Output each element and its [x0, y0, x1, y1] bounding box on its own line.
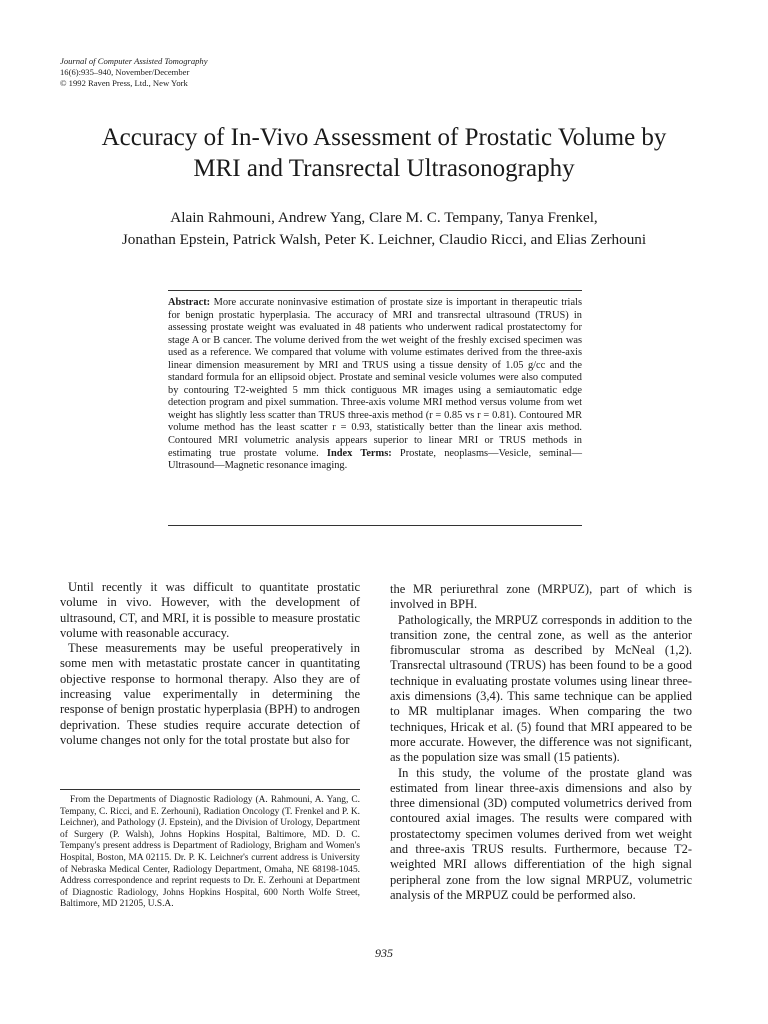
- body-paragraph: Until recently it was difficult to quantitate prostatic volume in vivo. However, with the development of ultrasound, CT, and MRI, it is possible to measure prostatic volume with reasonable accuracy.: [60, 580, 360, 640]
- journal-header: [60, 56, 208, 89]
- body-left-column: [60, 580, 360, 748]
- abstract-top-rule: [168, 290, 582, 291]
- author-list: [20, 207, 748, 251]
- abstract: [168, 297, 582, 473]
- footnote-text: From the Departments of Diagnostic Radiology (A. Rahmouni, A. Yang, C. Tempany, C. Ricci, and E. Zerhouni), Radiation Oncology (T. Frenkel and P. K. Leichner), and Pathology (J. Epstein), and the Division of Urology, Department of Surgery (P. Walsh), Johns Hopkins Hospital, Baltimore, MD. D. C. Tempany's present address is Department of Radiology, Brigham and Women's Hospital, Boston, MA 02115. Dr. P. K. Leichner's current address is University of Nebraska Medical Center, Radiology Department, Omaha, NE 68198-1045. Address correspondence and reprint requests to Dr. E. Zerhouni at Department of Diagnostic Radiology, Johns Hopkins Hospital, 600 North Wolfe Street, Baltimore, MD 21205, U.S.A.: [60, 795, 360, 910]
- journal-name: Journal of Computer Assisted Tomography: [60, 56, 208, 66]
- body-right-column: [390, 582, 692, 903]
- abstract-label: Abstract:: [168, 297, 211, 308]
- body-paragraph: In this study, the volume of the prostate gland was estimated from linear three-axis dimensions and also by three dimensional (3D) computed volumetrics derived from contoured axial images. The results were compared with prostatectomy specimen volumes derived from wet weight and three-axis TRUS results. Furthermore, because T2-weighted MRI allows differentiation of the high signal peripheral zone from the low signal MRPUZ, volumetric analysis of the MRPUZ could be performed also.: [390, 765, 692, 902]
- body-paragraph: Pathologically, the MRPUZ corresponds in addition to the transition zone, the central zone, as well as the anterior fibromuscular stroma as described by McNeal (1,2). Transrectal ultrasound (TRUS) has been found to be a good technique in evaluating prostate volumes using linear three-axis dimensions (3,4). This same technique can be applied to MR multiplanar images. When comparing the two techniques, Hricak et al. (5) found that MRI appeared to be more accurate. However, the difference was not significant, as the population size was small (15 patients).: [390, 612, 692, 765]
- abstract-text: More accurate noninvasive estimation of prostate size is important in therapeutic trials for benign prostatic hyperplasia. The accuracy of MRI and transrectal ultrasound (TRUS) in assessing prostate weight was evaluated in 48 patients who underwent radical prostatectomy for stage A or B cancer. The volume derived from the wet weight of the freshly excised specimen was used as a reference. We compared that volume with volume estimates derived from the three-axis linear dimension measurement by MRI and TRUS using a tissue density of 1.05 g/cc and the standard formula for an ellipsoid object. Prostate and seminal vesicle volumes were also computed by contouring T2-weighted 5 mm thick contiguous MR images using a semiautomatic edge detection program and pixel summation. Three-axis volume MRI method versus volume from wet weight has slightly less scatter than TRUS three-axis method (r = 0.85 vs r = 0.81). Contoured MR volume method has the least scatter r = 0.93, statistically better than the linear axis method. Contoured MRI volumetric analysis appears superior to linear MRI or TRUS methods in estimating true prostate volume.: [168, 297, 582, 459]
- journal-issue: 16(6):935–940, November/December: [60, 67, 190, 77]
- article-title: [30, 122, 738, 184]
- journal-copyright: © 1992 Raven Press, Ltd., New York: [60, 78, 188, 88]
- page-number: 935: [375, 946, 393, 960]
- body-paragraph: the MR periurethral zone (MRPUZ), part of which is involved in BPH.: [390, 582, 692, 612]
- footnote-rule: [60, 789, 360, 790]
- title-line-2: MRI and Transrectal Ultrasonography: [193, 155, 575, 182]
- abstract-bottom-rule: [168, 525, 582, 526]
- title-line-1: Accuracy of In-Vivo Assessment of Prostatic Volume by: [101, 124, 667, 151]
- authors-line-1: Alain Rahmouni, Andrew Yang, Clare M. C. Tempany, Tanya Frenkel,: [170, 209, 598, 226]
- index-terms: Prostate, neoplasms—Vesicle, seminal—Ultrasound—Magnetic resonance imaging.: [168, 447, 582, 472]
- index-terms-label: Index Terms:: [326, 447, 392, 459]
- body-paragraph: These measurements may be useful preoperatively in some men with metastatic prostate cancer in quantitating objective response to hormonal therapy. Also they are of increasing value experimentally in determining the response of benign prostatic hyperplasia (BPH) to androgen deprivation. These studies require accurate detection of volume changes not only for the total prostate but also for: [60, 641, 360, 747]
- authors-line-2: Jonathan Epstein, Patrick Walsh, Peter K. Leichner, Claudio Ricci, and Elias Zerhouni: [121, 231, 647, 248]
- affiliation-footnote: [60, 795, 360, 911]
